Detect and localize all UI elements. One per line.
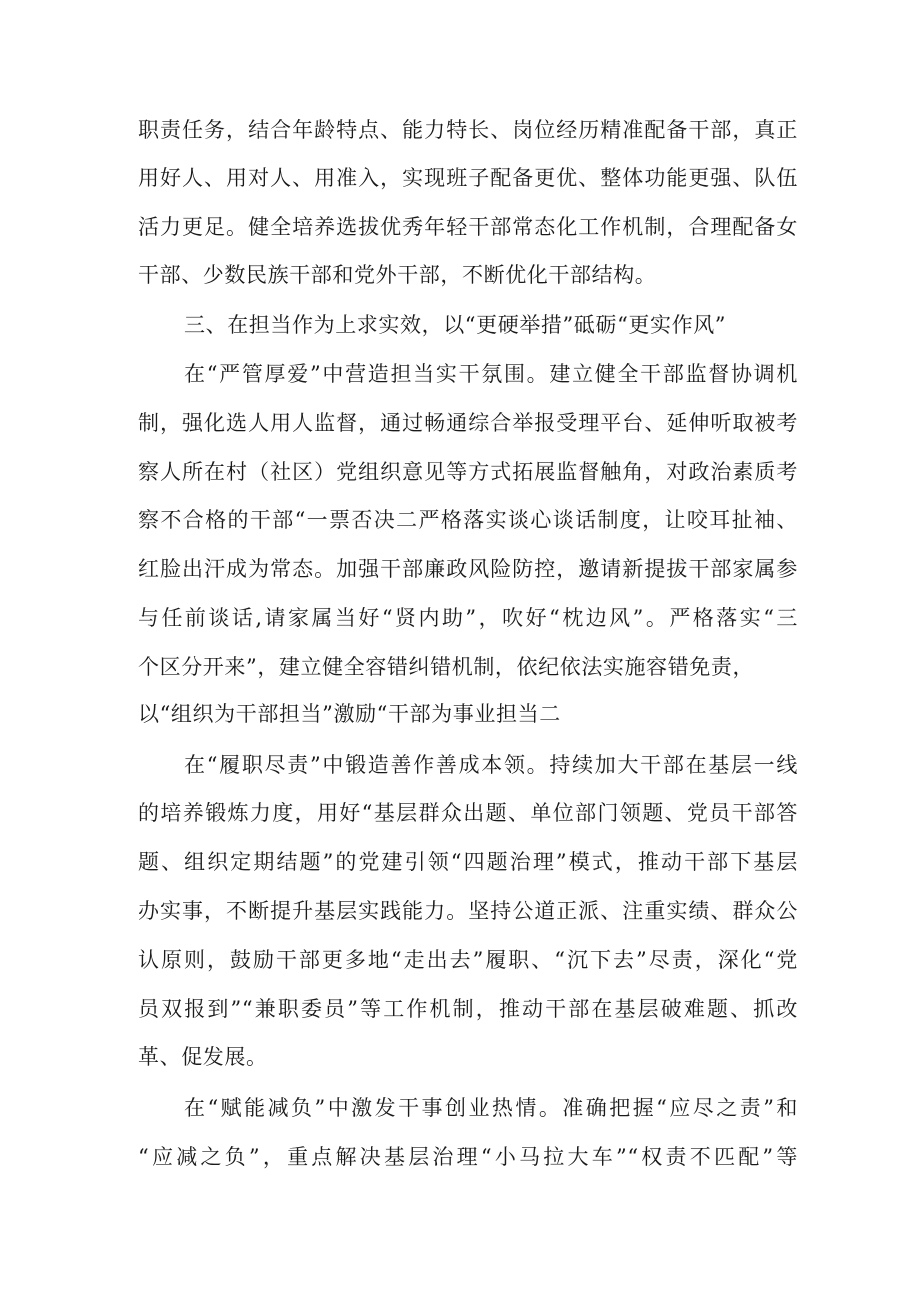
section-heading: 三、在担当作为上求实效，以“更硬举措”砥砺“更实作风”: [184, 313, 727, 337]
text-line: 与任前谈话,请家属当好“贤内助”，吹好“枕边风”。严格落实“三: [138, 606, 798, 630]
text-line: 制，强化选人用人监督，通过畅通综合举报受理平台、延伸听取被考: [138, 411, 798, 435]
text-line: 察不合格的干部“一票否决二严格落实谈心谈话制度，让咬耳扯袖、: [138, 508, 798, 532]
text-line: 活力更足。健全培养选拔优秀年轻干部常态化工作机制，合理配备女: [138, 215, 798, 239]
paragraph-first-line: 在“履职尽责”中锻造善作善成本领。持续加大干部在基层一线: [184, 753, 798, 777]
text-line: 用好人、用对人、用准入，实现班子配备更优、整体功能更强、队伍: [138, 166, 798, 190]
text-line: 干部、少数民族干部和党外干部，不断优化干部结构。: [138, 263, 657, 287]
paragraph-first-line: 在“严管厚爱”中营造担当实干氛围。建立健全干部监督协调机: [184, 362, 798, 386]
text-line: “应减之负”，重点解决基层治理“小马拉大车”“权责不匹配”等: [138, 1145, 798, 1169]
text-line: 个区分开来”，建立健全容错纠错机制，依纪依法实施容错免责，: [138, 655, 755, 679]
text-line: 红脸出汗成为常态。加强干部廉政风险防控，邀请新提拔干部家属参: [138, 557, 798, 581]
text-line: 以“组织为干部担当”激励“干部为事业担当二: [138, 702, 561, 726]
paragraph-first-line: 在“赋能减负”中激发干事创业热情。准确把握“应尽之责”和: [184, 1096, 798, 1120]
text-line: 题、组织定期结题”的党建引领“四题治理”模式，推动干部下基层: [138, 850, 798, 874]
text-line: 职责任务，结合年龄特点、能力特长、岗位经历精准配备干部，真正: [138, 118, 798, 142]
text-line: 察人所在村（社区）党组织意见等方式拓展监督触角，对政治素质考: [138, 460, 798, 484]
text-line: 认原则，鼓励干部更多地“走出去”履职、“沉下去”尽责，深化“党: [138, 948, 798, 972]
text-line: 员双报到”“兼职委员”等工作机制，推动干部在基层破难题、抓改: [138, 997, 798, 1021]
text-line: 办实事，不断提升基层实践能力。坚持公道正派、注重实绩、群众公: [138, 899, 798, 923]
text-line: 的培养锻炼力度，用好“基层群众出题、单位部门领题、党员干部答: [138, 801, 798, 825]
text-line: 革、促发展。: [138, 1045, 268, 1069]
